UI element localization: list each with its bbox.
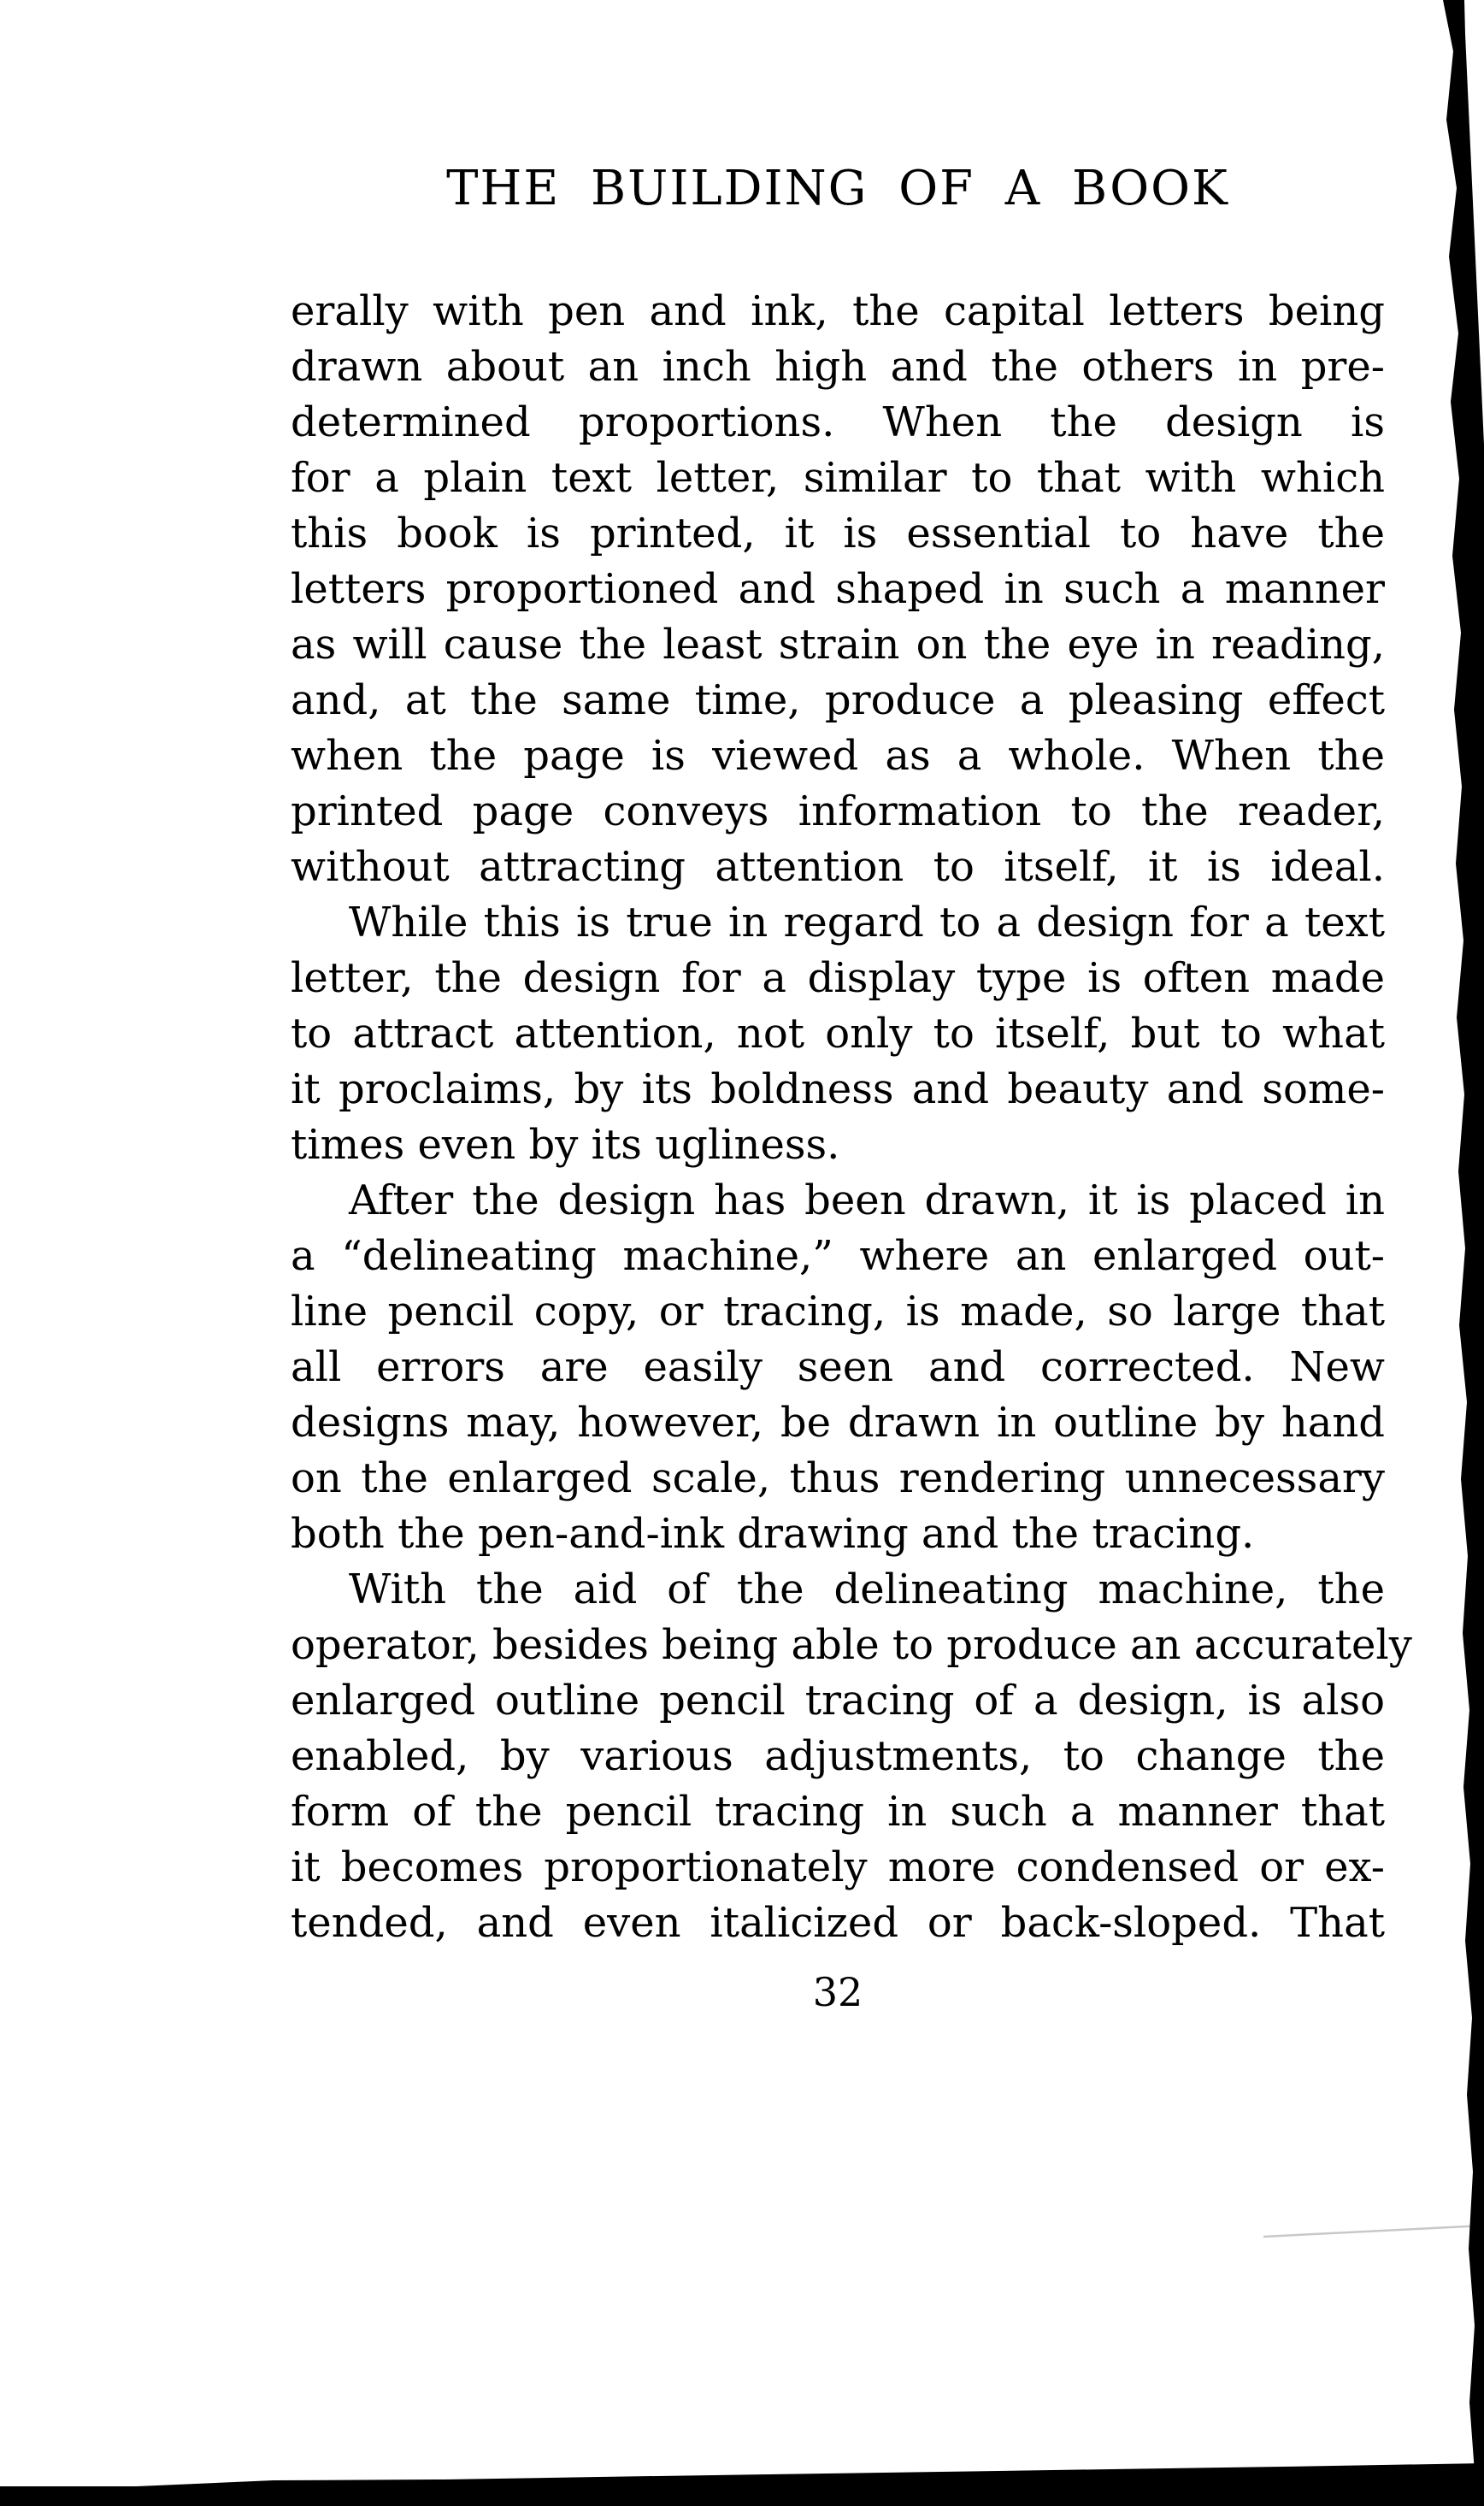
text-line: While this is true in regard to a design for a text bbox=[349, 899, 1385, 946]
text-line: a “delineating machine,” where an enlarged out- bbox=[291, 1232, 1385, 1280]
text-line: it becomes proportionately more condensed or ex- bbox=[291, 1843, 1385, 1891]
body-text bbox=[291, 284, 1412, 1951]
text-line: without attracting attention to itself, it is ideal. bbox=[291, 843, 1385, 891]
text-line: as will cause the least strain on the eye in reading, bbox=[291, 621, 1385, 669]
text-line: letters proportioned and shaped in such a manner bbox=[291, 565, 1385, 613]
text-line: erally with pen and ink, the capital letters being bbox=[291, 287, 1385, 335]
text-line: this book is printed, it is essential to have the bbox=[291, 510, 1385, 557]
text-line: enabled, by various adjustments, to change the bbox=[291, 1732, 1385, 1780]
text-line: After the design has been drawn, it is placed in bbox=[349, 1176, 1385, 1224]
scan-edge-right bbox=[1443, 0, 1484, 2484]
scan-edge-bottom bbox=[0, 2463, 1484, 2506]
text-line: letter, the design for a display type is often made bbox=[291, 954, 1385, 1002]
text-line: operator, besides being able to produce an accurately bbox=[291, 1621, 1412, 1669]
faint-scratch-line bbox=[1263, 2226, 1484, 2237]
text-line: designs may, however, be drawn in outline by hand bbox=[291, 1399, 1385, 1447]
text-line: printed page conveys information to the reader, bbox=[291, 787, 1385, 835]
text-line: times even by its ugliness. bbox=[291, 1121, 840, 1169]
text-line: all errors are easily seen and corrected. New bbox=[291, 1343, 1385, 1391]
text-line: form of the pencil tracing in such a manner that bbox=[291, 1788, 1385, 1836]
text-line: it proclaims, by its boldness and beauty and some- bbox=[291, 1065, 1385, 1113]
page-title: THE BUILDING OF A BOOK bbox=[446, 161, 1229, 216]
text-line: tended, and even italicized or back-sloped. That bbox=[291, 1899, 1385, 1947]
text-line: both the pen-and-ink drawing and the tracing. bbox=[291, 1510, 1255, 1558]
page-number: 32 bbox=[812, 1969, 863, 2015]
text-line: determined proportions. When the design is bbox=[291, 398, 1385, 446]
text-line: on the enlarged scale, thus rendering unnecessary bbox=[291, 1454, 1385, 1502]
text-line: when the page is viewed as a whole. When the bbox=[291, 732, 1385, 780]
text-line: to attract attention, not only to itself, but to what bbox=[291, 1010, 1385, 1058]
text-line: enlarged outline pencil tracing of a design, is also bbox=[291, 1677, 1385, 1725]
text-line: line pencil copy, or tracing, is made, so large that bbox=[291, 1288, 1385, 1336]
text-line: and, at the same time, produce a pleasing effect bbox=[291, 676, 1385, 724]
text-line: for a plain text letter, similar to that with which bbox=[291, 454, 1385, 502]
text-line: With the aid of the delineating machine, the bbox=[349, 1566, 1385, 1613]
text-line: drawn about an inch high and the others in pre- bbox=[291, 343, 1385, 391]
